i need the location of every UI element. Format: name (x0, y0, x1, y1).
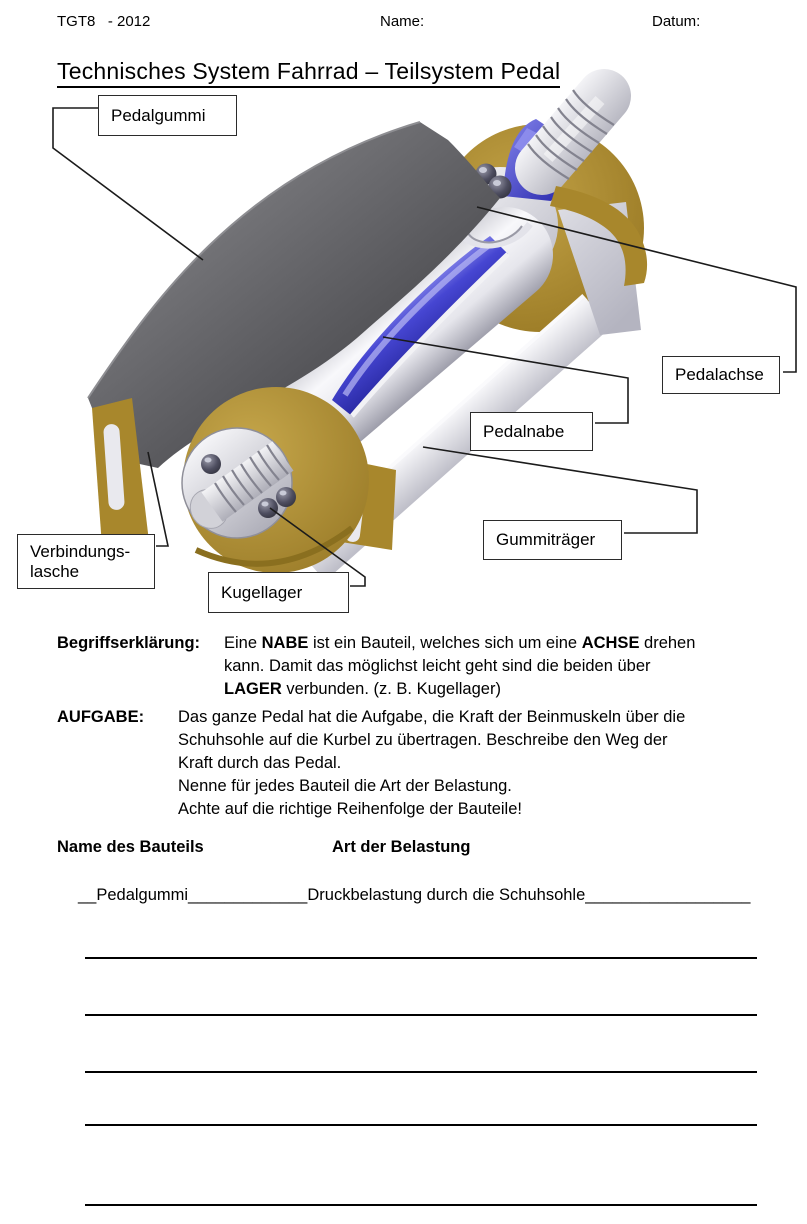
label-text: Pedalnabe (483, 421, 565, 441)
definition-text: Eine NABE ist ein Bauteil, welches sich um eine ACHSE drehen kann. Damit das möglichst leicht geht sind die beiden über LAGER verbunden. (z. B. Kugellager) (224, 634, 696, 698)
definition-label: Begriffserklärung: (57, 634, 201, 652)
page-title: Technisches System Fahrrad – Teilsystem Pedal (57, 58, 560, 88)
diagram-label-gummitraeger (483, 520, 622, 560)
label-text: Kugellager (221, 582, 303, 602)
diagram-label-verbindungslasche (17, 534, 155, 589)
column-header-part-name: Name des Bauteils (57, 838, 204, 856)
label-text: Verbindungs- lasche (30, 541, 131, 581)
label-text: Pedalachse (675, 365, 764, 384)
course-code: TGT8 - 2012 (57, 13, 151, 30)
task-text: Das ganze Pedal hat die Aufgabe, die Kraft der Beinmuskeln über die Schuhsohle auf die Kurbel zu übertragen. Beschreibe den Weg der Kraft durch das Pedal. Nenne für jedes Bauteil die Art der Belastung. Achte auf die richtige Reihenfolge der Bauteile! (178, 708, 686, 818)
filled-answer-row: __Pedalgummi_____________Druckbelastung durch die Schuhsohle__________________ (78, 886, 751, 904)
column-header-load-type: Art der Belastung (332, 838, 471, 856)
date-label: Datum: (652, 13, 701, 30)
diagram-label-pedalachse (662, 356, 780, 394)
bearing-ball (276, 487, 296, 507)
name-label: Name: (380, 13, 425, 30)
label-text: Pedalgummi (111, 105, 206, 125)
diagram-label-pedalnabe (470, 412, 593, 451)
diagram-label-kugellager (208, 572, 349, 613)
label-text: Gummiträger (496, 530, 596, 549)
diagram-label-pedalgummi (98, 95, 237, 136)
bearing-ball (258, 498, 278, 518)
bearing-ball (201, 454, 221, 474)
task-label: AUFGABE: (57, 708, 145, 726)
